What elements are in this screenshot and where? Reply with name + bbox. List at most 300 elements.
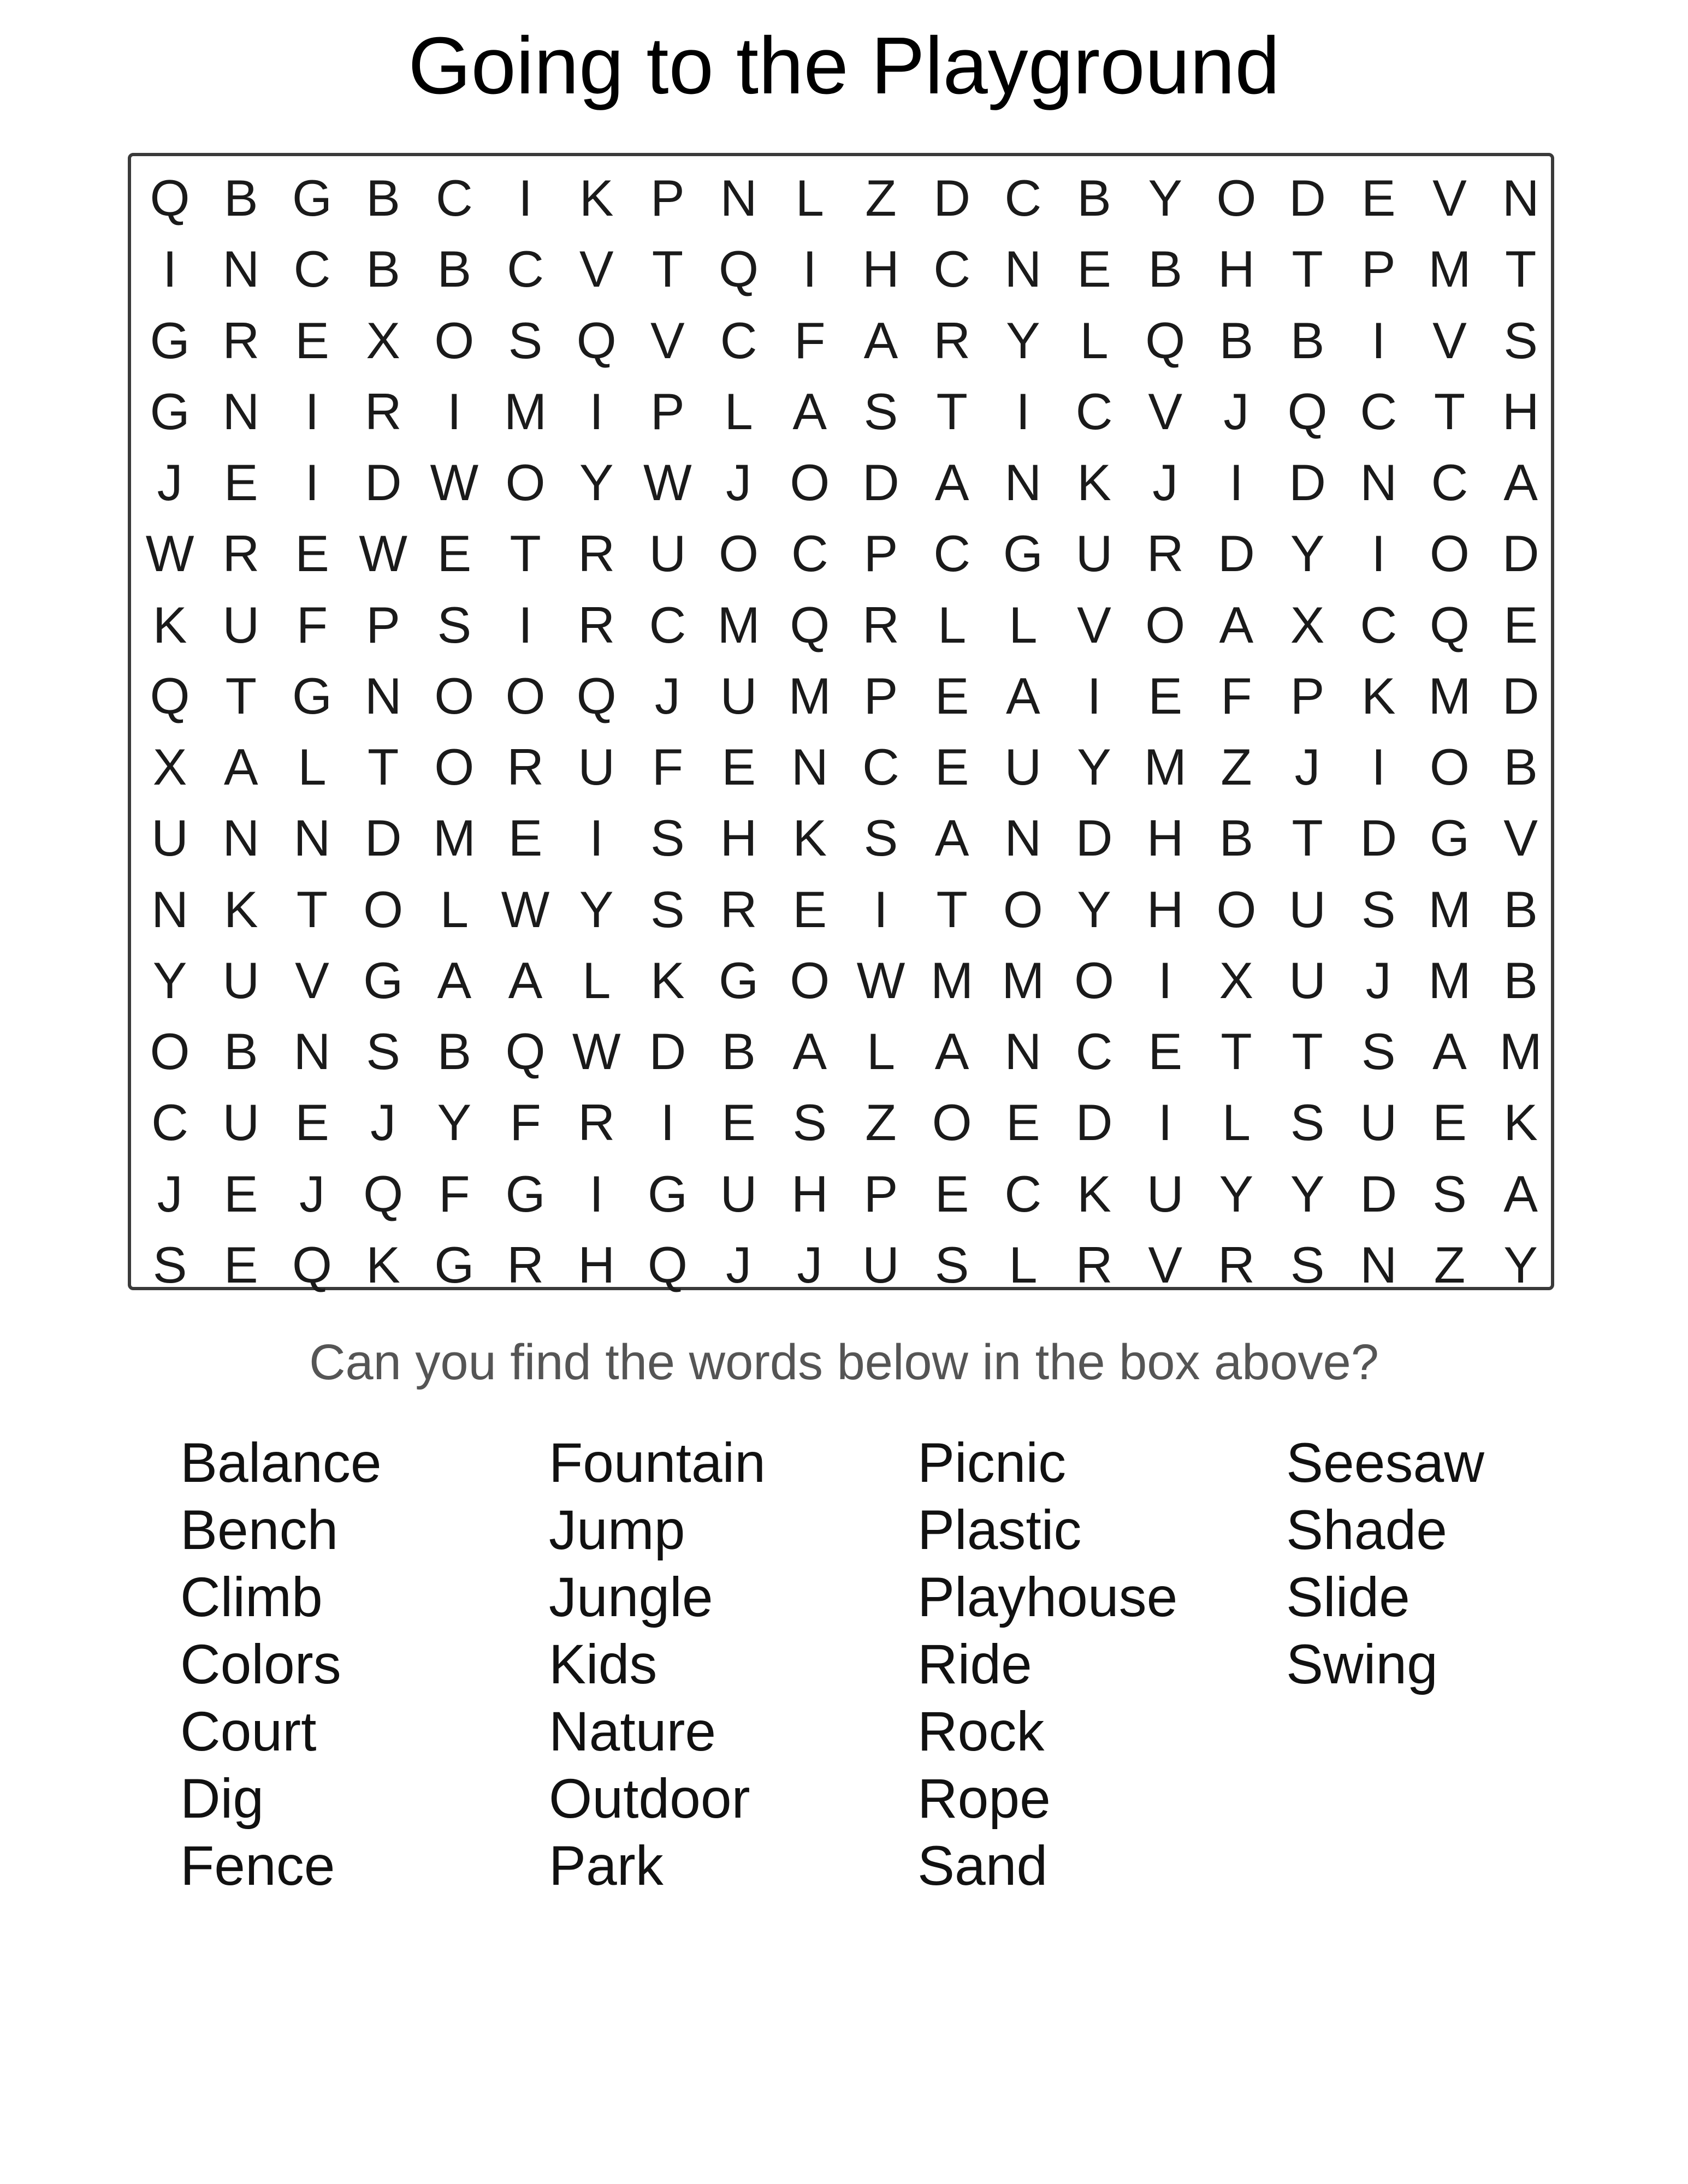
grid-letter: X <box>152 738 187 796</box>
grid-letter: L <box>1222 1094 1251 1152</box>
grid-letter: E <box>437 525 472 583</box>
grid-letter: B <box>223 1023 258 1081</box>
grid-letter: Q <box>150 667 190 725</box>
grid-letter: A <box>792 1023 827 1081</box>
grid-letter: M <box>1002 951 1045 1009</box>
grid-letter: O <box>434 738 475 796</box>
grid-letter: I <box>589 809 604 867</box>
grid-letter: Y <box>1148 169 1183 227</box>
grid-letter: V <box>1148 382 1183 440</box>
grid-letter: G <box>1003 525 1043 583</box>
grid-letter: K <box>650 951 685 1009</box>
letter-grid <box>131 163 1554 1301</box>
grid-letter: Q <box>505 1023 546 1081</box>
word-list-item: Colors <box>180 1633 341 1695</box>
grid-letter: R <box>507 1236 544 1293</box>
grid-letter: B <box>366 240 400 298</box>
grid-letter: A <box>863 311 898 369</box>
word-list-item: Ride <box>917 1633 1032 1695</box>
grid-letter: K <box>366 1236 400 1293</box>
grid-letter: A <box>223 738 258 796</box>
grid-letter: U <box>720 1165 757 1222</box>
word-list-item: Fountain <box>549 1432 766 1494</box>
word-column <box>180 1429 549 1921</box>
grid-letter: D <box>862 454 899 512</box>
grid-letter: B <box>1503 880 1538 938</box>
grid-letter: P <box>863 667 898 725</box>
grid-letter: O <box>505 667 546 725</box>
grid-letter: L <box>1080 311 1109 369</box>
grid-letter: Q <box>1287 382 1328 440</box>
word-search-grid-box <box>128 153 1554 1293</box>
grid-letter: I <box>447 382 461 440</box>
grid-letter: I <box>518 169 533 227</box>
grid-letter: Z <box>1221 738 1252 796</box>
grid-letter: C <box>507 240 544 298</box>
grid-letter: M <box>1428 667 1471 725</box>
grid-letter: I <box>1158 951 1172 1009</box>
grid-letter: E <box>223 1165 258 1222</box>
grid-letter: J <box>1294 738 1320 796</box>
grid-letter: H <box>1146 880 1184 938</box>
word-list-item: Rock <box>917 1700 1045 1762</box>
grid-letter: J <box>1152 454 1178 512</box>
grid-letter: M <box>1144 738 1187 796</box>
grid-letter: T <box>1505 240 1537 298</box>
grid-letter: A <box>1005 667 1040 725</box>
grid-letter: S <box>792 1094 827 1152</box>
word-list-item: Plastic <box>917 1499 1082 1561</box>
word-list-item: Slide <box>1286 1566 1410 1628</box>
word-list <box>180 1429 1655 1921</box>
grid-letter: U <box>578 738 615 796</box>
grid-letter: B <box>437 1023 472 1081</box>
grid-letter: C <box>1431 454 1468 512</box>
grid-letter: E <box>223 454 258 512</box>
grid-letter: T <box>296 880 328 938</box>
grid-letter: Z <box>865 1094 897 1152</box>
grid-letter: P <box>366 596 400 654</box>
grid-letter: J <box>299 1165 325 1222</box>
grid-letter: I <box>1371 311 1386 369</box>
grid-letter: T <box>1292 1023 1323 1081</box>
grid-letter: T <box>936 382 968 440</box>
grid-letter: E <box>1432 1094 1467 1152</box>
grid-letter: M <box>1428 880 1471 938</box>
grid-letter: V <box>1432 311 1467 369</box>
grid-letter: O <box>363 880 404 938</box>
grid-letter: L <box>440 880 469 938</box>
grid-letter: D <box>1289 454 1326 512</box>
grid-letter: Q <box>790 596 830 654</box>
grid-letter: T <box>1221 1023 1252 1081</box>
grid-letter: E <box>295 525 329 583</box>
grid-letter: W <box>359 525 408 583</box>
grid-letter: T <box>1292 809 1323 867</box>
word-list-item: Balance <box>180 1432 382 1494</box>
grid-letter: S <box>1290 1094 1325 1152</box>
grid-letter: C <box>1004 1165 1042 1222</box>
grid-letter: C <box>933 525 971 583</box>
grid-letter: T <box>367 738 399 796</box>
grid-letter: Q <box>647 1236 688 1293</box>
grid-letter: P <box>863 525 898 583</box>
grid-letter: M <box>1428 240 1471 298</box>
grid-letter: I <box>305 454 319 512</box>
word-list-item: Jungle <box>549 1566 713 1628</box>
grid-letter: C <box>649 596 686 654</box>
grid-letter: S <box>650 880 685 938</box>
grid-letter: O <box>719 525 759 583</box>
grid-letter: G <box>150 382 190 440</box>
grid-letter: W <box>643 454 692 512</box>
grid-letter: G <box>292 169 333 227</box>
grid-letter: N <box>1004 1023 1042 1081</box>
grid-letter: P <box>1290 667 1325 725</box>
grid-letter: E <box>934 1165 969 1222</box>
grid-letter: R <box>222 525 260 583</box>
grid-letter: E <box>934 667 969 725</box>
grid-letter: H <box>578 1236 615 1293</box>
grid-letter: V <box>1077 596 1111 654</box>
grid-letter: R <box>578 1094 615 1152</box>
grid-letter: K <box>1361 667 1396 725</box>
grid-letter: J <box>726 454 752 512</box>
grid-letter: B <box>1290 311 1325 369</box>
word-column <box>549 1429 917 1921</box>
grid-letter: I <box>163 240 177 298</box>
grid-letter: W <box>501 880 550 938</box>
grid-letter: E <box>721 738 756 796</box>
word-list-item: Nature <box>549 1700 716 1762</box>
grid-letter: T <box>936 880 968 938</box>
word-column <box>917 1429 1286 1921</box>
grid-letter: E <box>508 809 543 867</box>
grid-letter: E <box>934 738 969 796</box>
grid-letter: H <box>1217 240 1255 298</box>
grid-letter: C <box>435 169 473 227</box>
grid-letter: Y <box>579 454 614 512</box>
grid-letter: N <box>1004 454 1042 512</box>
grid-letter: L <box>866 1023 896 1081</box>
word-list-item: Sand <box>917 1835 1048 1897</box>
word-list-item: Picnic <box>917 1432 1067 1494</box>
grid-letter: D <box>364 454 402 512</box>
grid-letter: M <box>788 667 831 725</box>
word-list-item: Playhouse <box>917 1566 1178 1628</box>
grid-letter: C <box>1360 382 1397 440</box>
grid-letter: F <box>439 1165 470 1222</box>
grid-letter: K <box>1077 1165 1111 1222</box>
grid-letter: O <box>1216 169 1257 227</box>
grid-letter: G <box>150 311 190 369</box>
grid-letter: U <box>1146 1165 1184 1222</box>
grid-letter: S <box>1290 1236 1325 1293</box>
word-list-item: Seesaw <box>1286 1432 1484 1494</box>
grid-letter: Q <box>292 1236 333 1293</box>
grid-letter: O <box>1003 880 1043 938</box>
grid-letter: K <box>792 809 827 867</box>
grid-letter: S <box>508 311 543 369</box>
word-list-item: Kids <box>549 1633 658 1695</box>
grid-letter: Y <box>437 1094 472 1152</box>
grid-letter: J <box>1223 382 1249 440</box>
grid-letter: S <box>1361 880 1396 938</box>
grid-letter: I <box>660 1094 675 1152</box>
grid-letter: O <box>932 1094 972 1152</box>
grid-letter: T <box>1292 240 1323 298</box>
grid-letter: I <box>1016 382 1030 440</box>
grid-letter: I <box>1158 1094 1172 1152</box>
grid-letter: R <box>1146 525 1184 583</box>
grid-letter: V <box>650 311 685 369</box>
grid-letter: L <box>938 596 967 654</box>
grid-letter: A <box>934 454 969 512</box>
grid-letter: T <box>510 525 541 583</box>
grid-letter: A <box>1219 596 1254 654</box>
grid-letter: W <box>856 951 905 1009</box>
grid-letter: A <box>437 951 472 1009</box>
grid-letter: D <box>1360 809 1397 867</box>
grid-letter: E <box>1077 240 1111 298</box>
word-list-item: Climb <box>180 1566 323 1628</box>
grid-letter: Z <box>1434 1236 1466 1293</box>
grid-letter: X <box>1290 596 1325 654</box>
grid-letter: R <box>1075 1236 1113 1293</box>
word-list-item: Outdoor <box>549 1767 750 1830</box>
grid-letter: I <box>1229 454 1243 512</box>
grid-letter: O <box>505 454 546 512</box>
grid-letter: D <box>1502 667 1539 725</box>
grid-letter: N <box>1502 169 1539 227</box>
grid-letter: H <box>1502 382 1539 440</box>
grid-letter: O <box>1145 596 1186 654</box>
grid-letter: C <box>862 738 899 796</box>
grid-letter: H <box>791 1165 828 1222</box>
grid-letter: N <box>293 809 331 867</box>
grid-letter: N <box>222 809 260 867</box>
grid-letter: E <box>1503 596 1538 654</box>
grid-letter: L <box>795 169 824 227</box>
grid-letter: H <box>1146 809 1184 867</box>
grid-letter: U <box>1360 1094 1397 1152</box>
grid-letter: L <box>724 382 753 440</box>
grid-letter: D <box>1289 169 1326 227</box>
grid-letter: C <box>1360 596 1397 654</box>
grid-letter: U <box>222 596 260 654</box>
grid-letter: U <box>1289 880 1326 938</box>
grid-letter: D <box>1360 1165 1397 1222</box>
grid-letter: O <box>434 667 475 725</box>
grid-letter: V <box>295 951 329 1009</box>
grid-letter: Y <box>1077 880 1111 938</box>
grid-letter: E <box>1361 169 1396 227</box>
grid-letter: C <box>933 240 971 298</box>
grid-letter: D <box>1075 1094 1113 1152</box>
grid-letter: M <box>433 809 476 867</box>
grid-letter: G <box>647 1165 688 1222</box>
grid-letter: K <box>1503 1094 1538 1152</box>
grid-letter: E <box>792 880 827 938</box>
grid-letter: V <box>1148 1236 1183 1293</box>
grid-letter: Q <box>150 169 190 227</box>
grid-letter: P <box>863 1165 898 1222</box>
grid-letter: H <box>862 240 899 298</box>
word-list-item: Shade <box>1286 1499 1447 1561</box>
grid-letter: Q <box>1429 596 1470 654</box>
grid-letter: N <box>1360 1236 1397 1293</box>
grid-letter: U <box>222 951 260 1009</box>
word-list-item: Jump <box>549 1499 685 1561</box>
grid-letter: I <box>873 880 889 938</box>
grid-letter: Y <box>1077 738 1111 796</box>
grid-letter: B <box>1077 169 1111 227</box>
grid-letter: V <box>1432 169 1467 227</box>
grid-letter: S <box>366 1023 400 1081</box>
grid-letter: A <box>934 1023 969 1081</box>
grid-letter: Q <box>363 1165 404 1222</box>
grid-letter: Y <box>1290 1165 1325 1222</box>
grid-letter: M <box>1499 1023 1542 1081</box>
grid-letter: V <box>1503 809 1538 867</box>
grid-letter: O <box>1216 880 1257 938</box>
grid-letter: O <box>434 311 475 369</box>
grid-letter: W <box>430 454 479 512</box>
grid-letter: Y <box>1219 1165 1254 1222</box>
grid-letter: N <box>222 382 260 440</box>
grid-letter: J <box>370 1094 396 1152</box>
grid-letter: C <box>151 1094 189 1152</box>
grid-letter: O <box>1074 951 1115 1009</box>
grid-letter: N <box>1360 454 1397 512</box>
grid-letter: S <box>1503 311 1538 369</box>
grid-letter: A <box>934 809 969 867</box>
page-title: Going to the Playground <box>408 21 1280 111</box>
grid-letter: M <box>931 951 974 1009</box>
grid-letter: O <box>790 951 830 1009</box>
grid-letter: D <box>933 169 971 227</box>
grid-letter: J <box>726 1236 752 1293</box>
grid-letter: T <box>225 667 257 725</box>
grid-letter: I <box>1087 667 1101 725</box>
grid-letter: W <box>572 1023 621 1081</box>
instructions-text: Can you find the words below in the box above? <box>309 1334 1379 1390</box>
grid-letter: P <box>650 169 685 227</box>
grid-letter: L <box>1009 596 1038 654</box>
grid-letter: A <box>508 951 543 1009</box>
grid-letter: A <box>1503 1165 1538 1222</box>
word-list-item: Fence <box>180 1835 335 1897</box>
grid-letter: E <box>1148 1023 1183 1081</box>
grid-letter: J <box>797 1236 823 1293</box>
grid-letter: C <box>1075 1023 1113 1081</box>
grid-letter: T <box>1434 382 1466 440</box>
grid-letter: J <box>654 667 680 725</box>
grid-letter: R <box>364 382 402 440</box>
grid-letter: B <box>366 169 400 227</box>
grid-letter: C <box>1075 382 1113 440</box>
grid-letter: M <box>1428 951 1471 1009</box>
grid-letter: Y <box>1503 1236 1538 1293</box>
grid-letter: G <box>434 1236 475 1293</box>
grid-letter: B <box>721 1023 756 1081</box>
grid-letter: U <box>720 667 757 725</box>
grid-letter: G <box>505 1165 546 1222</box>
word-list-item: Bench <box>180 1499 339 1561</box>
word-list-item: Dig <box>180 1767 264 1830</box>
grid-letter: Y <box>1290 525 1325 583</box>
grid-letter: S <box>152 1236 187 1293</box>
grid-letter: A <box>1432 1023 1467 1081</box>
grid-letter: I <box>1371 738 1386 796</box>
grid-letter: S <box>1432 1165 1467 1222</box>
grid-letter: N <box>791 738 828 796</box>
grid-letter: D <box>649 1023 686 1081</box>
grid-letter: F <box>1221 667 1252 725</box>
grid-letter: R <box>720 880 757 938</box>
grid-letter: K <box>579 169 614 227</box>
grid-letter: I <box>589 382 604 440</box>
grid-letter: A <box>792 382 827 440</box>
grid-letter: U <box>151 809 189 867</box>
grid-letter: T <box>651 240 684 298</box>
grid-letter: U <box>1289 951 1326 1009</box>
grid-letter: G <box>1429 809 1470 867</box>
grid-letter: S <box>934 1236 969 1293</box>
grid-letter: N <box>364 667 402 725</box>
grid-letter: J <box>157 1165 183 1222</box>
grid-letter: F <box>794 311 826 369</box>
grid-letter: U <box>1075 525 1113 583</box>
word-column <box>1286 1429 1655 1921</box>
grid-letter: F <box>296 596 328 654</box>
grid-letter: W <box>145 525 194 583</box>
grid-letter: E <box>295 1094 329 1152</box>
grid-letter: B <box>1219 311 1254 369</box>
grid-letter: I <box>589 1165 604 1222</box>
grid-letter: N <box>222 240 260 298</box>
grid-letter: Q <box>576 311 617 369</box>
grid-letter: R <box>933 311 971 369</box>
grid-letter: Y <box>1005 311 1040 369</box>
grid-letter: U <box>1004 738 1042 796</box>
grid-letter: A <box>1503 454 1538 512</box>
grid-letter: N <box>151 880 189 938</box>
grid-letter: S <box>1361 1023 1396 1081</box>
grid-letter: B <box>1503 738 1538 796</box>
grid-letter: P <box>1361 240 1396 298</box>
grid-letter: B <box>1219 809 1254 867</box>
word-list-item: Swing <box>1286 1633 1438 1695</box>
grid-letter: R <box>1217 1236 1255 1293</box>
grid-letter: D <box>1075 809 1113 867</box>
grid-letter: U <box>222 1094 260 1152</box>
grid-letter: N <box>293 1023 331 1081</box>
grid-letter: C <box>720 311 757 369</box>
grid-letter: R <box>578 596 615 654</box>
grid-letter: O <box>1429 525 1470 583</box>
grid-letter: G <box>292 667 333 725</box>
grid-letter: B <box>1148 240 1183 298</box>
word-list-item: Rope <box>917 1767 1051 1830</box>
word-list-item: Court <box>180 1700 317 1762</box>
grid-letter: U <box>649 525 686 583</box>
grid-letter: R <box>578 525 615 583</box>
grid-letter: J <box>157 454 183 512</box>
grid-letter: B <box>223 169 258 227</box>
grid-letter: X <box>1219 951 1254 1009</box>
grid-letter: I <box>305 382 319 440</box>
